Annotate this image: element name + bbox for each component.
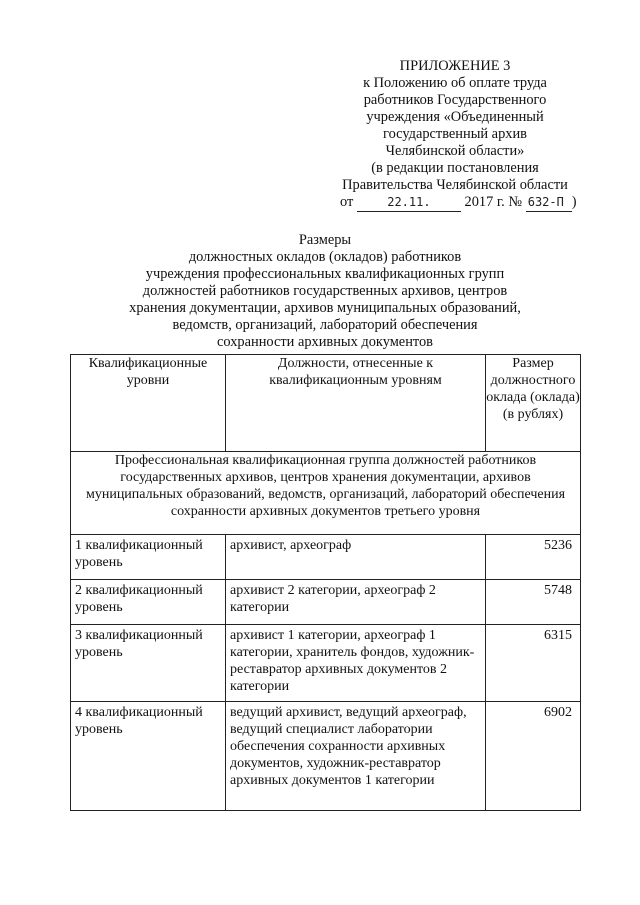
title-line: должностных окладов (окладов) работников bbox=[188, 249, 462, 265]
table-row bbox=[71, 702, 581, 811]
resolution-date: 22.11. bbox=[357, 194, 461, 212]
appendix-line: к Положению об оплате труда bbox=[363, 75, 547, 91]
header-positions: Должности, отнесенные к квалификационным уровням bbox=[226, 355, 486, 452]
appendix-line: (в редакции постановления bbox=[371, 160, 539, 176]
positions-cell: архивист 1 категории, археограф 1 категории, хранитель фондов, художник-реставратор архивных документов 2 категории bbox=[226, 625, 486, 702]
appendix-line: учреждения «Объединенный bbox=[366, 109, 544, 125]
title-line: ведомств, организаций, лабораторий обеспечения bbox=[172, 317, 478, 333]
date-year: 2017 г. № bbox=[464, 194, 523, 210]
title-line: хранения документации, архивов муниципальных образований, bbox=[129, 300, 521, 316]
appendix-line: работников Государственного bbox=[363, 92, 547, 108]
appendix-line: Челябинской области» bbox=[385, 143, 525, 159]
salary-cell: 6902 bbox=[486, 702, 581, 811]
salary-cell: 6315 bbox=[486, 625, 581, 702]
positions-cell: архивист 2 категории, археограф 2 категории bbox=[226, 580, 486, 625]
title-line: сохранности архивных документов bbox=[217, 334, 433, 350]
qualification-level: 3 квалификационный уровень bbox=[71, 625, 226, 702]
salary-cell: 5748 bbox=[486, 580, 581, 625]
appendix-line: государственный архив bbox=[383, 126, 527, 142]
positions-cell: ведущий архивист, ведущий археограф, ведущий специалист лаборатории обеспечения сохранности архивных документов, художник-реставратор архивных документов 1 категории bbox=[226, 702, 486, 811]
title-line: учреждения профессиональных квалификационных групп bbox=[145, 266, 505, 282]
header-qualification-levels: Квалификационные уровни bbox=[71, 355, 226, 452]
salary-table bbox=[70, 354, 581, 811]
qualification-level: 4 квалификационный уровень bbox=[71, 702, 226, 811]
resolution-number: 632-П bbox=[526, 194, 572, 212]
salary-cell: 5236 bbox=[486, 535, 581, 580]
qualification-level: 1 квалификационный уровень bbox=[71, 535, 226, 580]
resolution-date-line bbox=[330, 194, 580, 212]
appendix-header bbox=[330, 58, 580, 212]
document-title bbox=[70, 232, 580, 351]
group-row bbox=[71, 452, 581, 535]
date-suffix: ) bbox=[571, 194, 577, 210]
appendix-line: Правительства Челябинской области bbox=[342, 177, 568, 193]
table-row bbox=[71, 580, 581, 625]
table-row bbox=[71, 625, 581, 702]
table-header-row bbox=[71, 355, 581, 452]
date-prefix: от bbox=[340, 194, 354, 210]
title-line: должностей работников государственных архивов, центров bbox=[142, 283, 508, 299]
table-row bbox=[71, 535, 581, 580]
qualification-level: 2 квалификационный уровень bbox=[71, 580, 226, 625]
group-title: Профессиональная квалификационная группа должностей работников государственных архивов, центров хранения документации, архивов муниципальных образований, ведомств, организаций, лабораторий обеспечения сохранности архивных документов третьего уровня bbox=[71, 452, 581, 535]
title-line: Размеры bbox=[298, 232, 352, 248]
header-salary: Размер должностного оклада (оклада) (в рублях) bbox=[486, 355, 581, 452]
positions-cell: архивист, археограф bbox=[226, 535, 486, 580]
appendix-title: ПРИЛОЖЕНИЕ 3 bbox=[399, 58, 511, 74]
